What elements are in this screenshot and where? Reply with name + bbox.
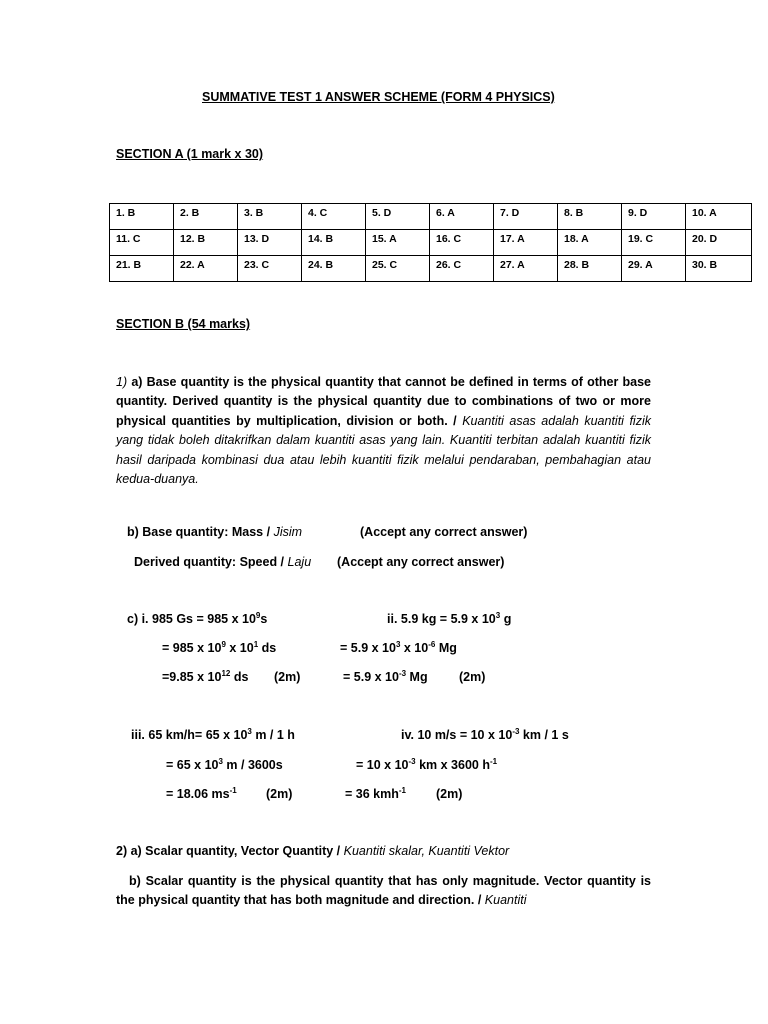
q1-c-ii-line3: = 5.9 x $10^{-3}$ Mg [343, 669, 428, 684]
answer-cell: 25. C [366, 256, 430, 282]
table-row [110, 204, 752, 230]
q2-b-english: b) Scalar quantity is the physical quantity that has only magnitude. Vector quantity is the physical quantity that has both magnitude and direction. / [116, 874, 651, 908]
q1-c-iii-line3: = 18.06 $ms^{-1}$ [166, 786, 237, 801]
q1-b-base-text: b) Base quantity: Mass / [127, 525, 271, 539]
answer-cell: 28. B [558, 256, 622, 282]
document-title: SUMMATIVE TEST 1 ANSWER SCHEME (FORM 4 PHYSICS) [202, 90, 555, 104]
q1-b-base-malay: Jisim [273, 525, 303, 539]
q2-b-malay: Kuantiti [484, 893, 527, 908]
answer-cell: 1. B [110, 204, 174, 230]
q1-a-label: a) [131, 375, 143, 389]
q1-c-iv-line2: = 10 x $10^{-3}$ km x 3600 $h^{-1}$ [356, 757, 498, 772]
q1-b-derived-label [134, 555, 311, 569]
section-a-answer-table [109, 203, 752, 282]
q2-a-text: 2) a) Scalar quantity, Vector Quantity / [116, 844, 341, 858]
q1-number: 1) [116, 375, 128, 389]
table-row [110, 256, 752, 282]
answer-cell: 5. D [366, 204, 430, 230]
answer-cell: 23. C [238, 256, 302, 282]
answer-cell: 19. C [622, 230, 686, 256]
q2-b-answer [116, 872, 651, 911]
answer-cell: 30. B [686, 256, 752, 282]
q1-a-malay: Kuantiti asas adalah kuantiti fizik yang tidak boleh ditakrifkan dalam kuantiti asas yang lain. Kuantiti terbitan adalah kuantiti fizik hasil daripada kombinasi dua atau lebih kuantiti fizik melalui pendaraban, pembahagian atau kedua-duanya. [116, 413, 651, 487]
section-b-heading: SECTION B (54 marks) [116, 317, 251, 331]
q1-a-answer [116, 373, 651, 489]
q1-c-ii-line2: = 5.9 x $10^3$ x $10^{-6}$ Mg [340, 640, 457, 655]
answer-cell: 11. C [110, 230, 174, 256]
answer-cell: 18. A [558, 230, 622, 256]
q1-c-iv-line3: = 36 kmh$^{-1}$ [345, 786, 406, 801]
answer-cell: 29. A [622, 256, 686, 282]
q1-b-derived-text: Derived quantity: Speed / [134, 555, 285, 569]
q1-c-ii-line1: ii. 5.9 kg = 5.9 x $10^3$ g [387, 611, 512, 626]
q1-c-iii-line2: = 65 x $10^3$ m / 3600s [166, 757, 283, 772]
answer-cell: 8. B [558, 204, 622, 230]
q1-b-base-note: (Accept any correct answer) [360, 525, 528, 539]
answer-cell: 22. A [174, 256, 238, 282]
answer-cell: 7. D [494, 204, 558, 230]
section-a-heading: SECTION A (1 mark x 30) [116, 147, 264, 161]
q1-c-i-line2: = 985 x $10^9$ x $10^1$ ds [162, 640, 277, 655]
q1-b-derived-note: (Accept any correct answer) [337, 555, 505, 569]
q1-c-iv-mark: (2m) [436, 787, 463, 801]
answer-cell: 17. A [494, 230, 558, 256]
answer-cell: 24. B [302, 256, 366, 282]
answer-cell: 4. C [302, 204, 366, 230]
q1-c-i-line1: c) i. 985 Gs = 985 x $10^9s$ [127, 611, 268, 626]
answer-cell: 3. B [238, 204, 302, 230]
q1-c-iii-line1: iii. 65 km/h= 65 x $10^3$ m / 1 h [131, 727, 295, 742]
answer-table-body [110, 204, 752, 282]
answer-cell: 14. B [302, 230, 366, 256]
q1-c-i-line3: =9.85 x $10^{12}$ ds [162, 669, 249, 684]
q2-a-answer [116, 844, 509, 858]
q2-a-malay: Kuantiti skalar, Kuantiti Vektor [343, 844, 510, 858]
answer-cell: 26. C [430, 256, 494, 282]
answer-cell: 6. A [430, 204, 494, 230]
q1-c-i-mark: (2m) [274, 670, 301, 684]
q1-b-base-label [127, 525, 302, 539]
answer-cell: 20. D [686, 230, 752, 256]
q1-b-derived-malay: Laju [287, 555, 312, 569]
table-row [110, 230, 752, 256]
answer-cell: 9. D [622, 204, 686, 230]
answer-cell: 16. C [430, 230, 494, 256]
answer-cell: 10. A [686, 204, 752, 230]
q1-c-iv-line1: iv. 10 m/s = 10 x $10^{-3}$ km / 1 s [401, 727, 569, 742]
q1-c-ii-mark: (2m) [459, 670, 486, 684]
q1-c-iii-mark: (2m) [266, 787, 293, 801]
answer-cell: 13. D [238, 230, 302, 256]
q1-a-english: Base quantity is the physical quantity that cannot be defined in terms of other base quantity. Derived quantity is the physical quantity due to combinations of two or more physical quantities by multiplication, division or both. / [116, 375, 651, 428]
answer-cell: 21. B [110, 256, 174, 282]
answer-cell: 27. A [494, 256, 558, 282]
answer-cell: 2. B [174, 204, 238, 230]
answer-cell: 12. B [174, 230, 238, 256]
answer-cell: 15. A [366, 230, 430, 256]
